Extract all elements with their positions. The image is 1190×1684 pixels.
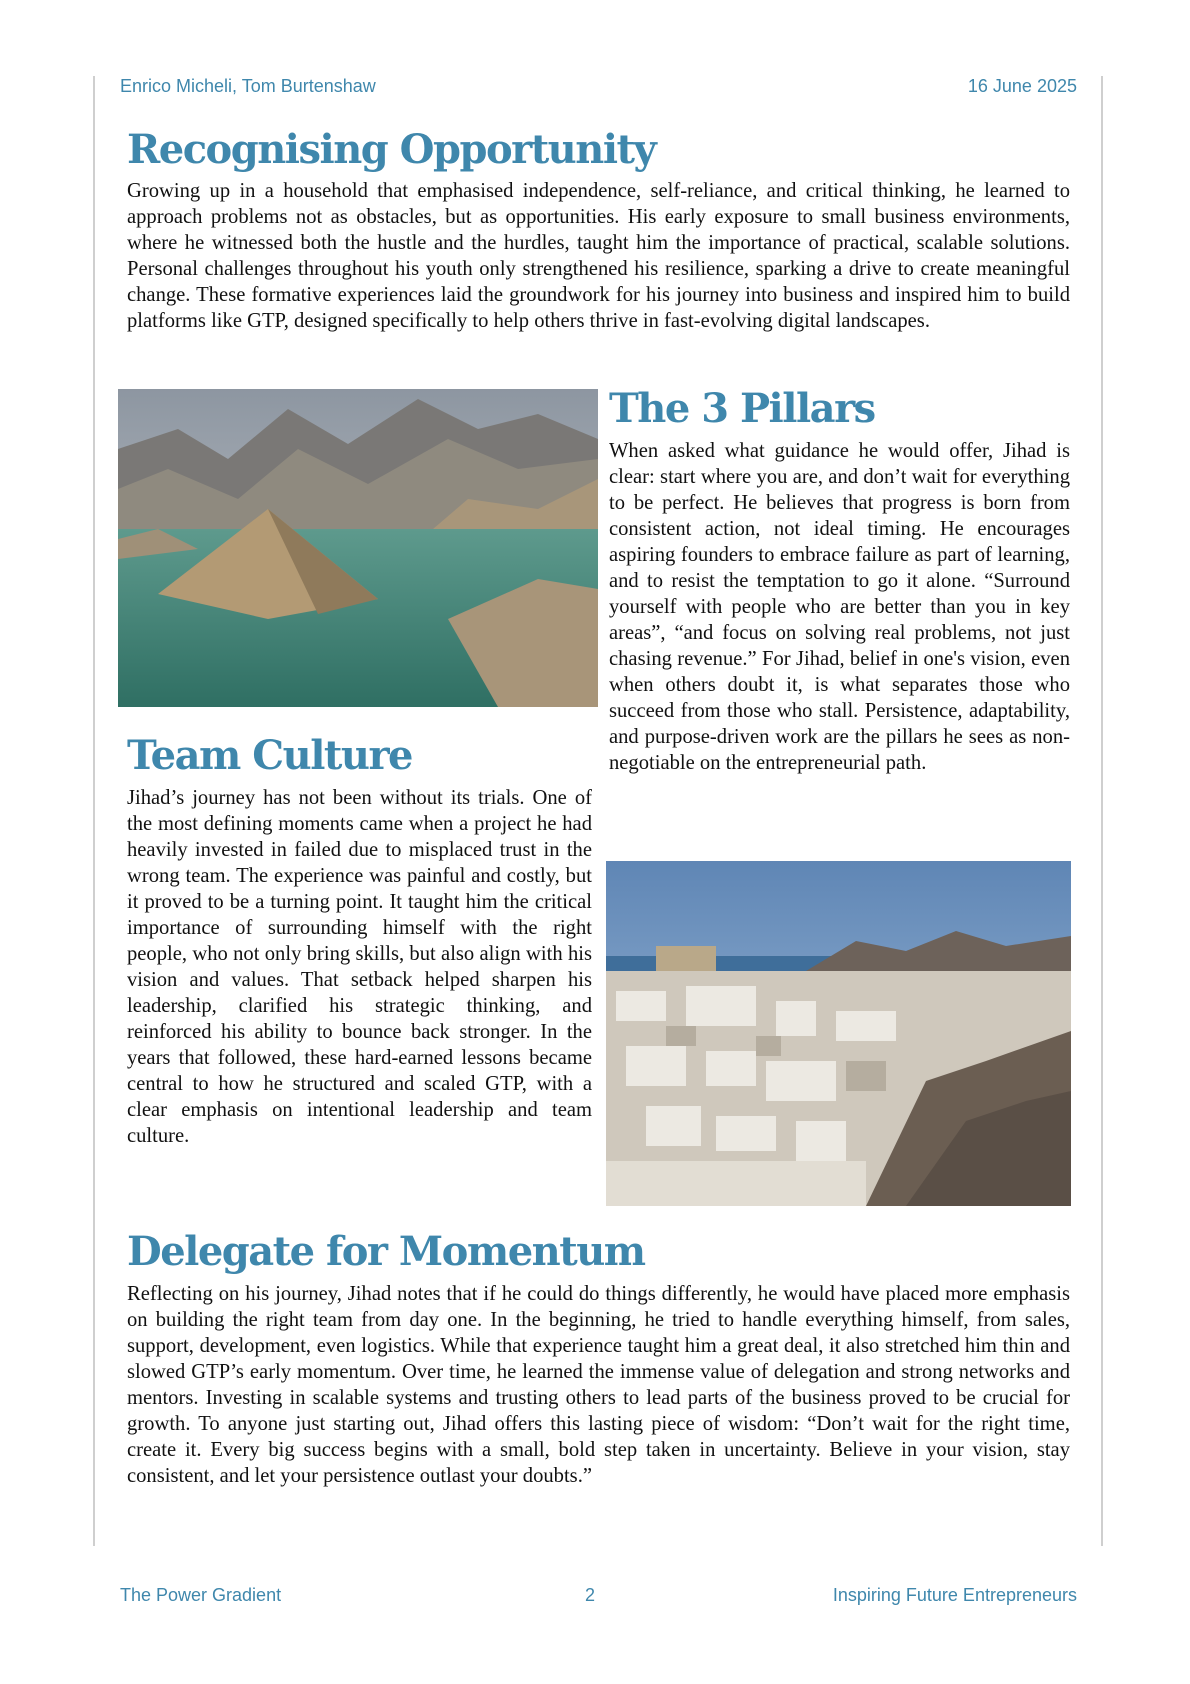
header-authors: Enrico Micheli, Tom Burtenshaw [120, 76, 376, 96]
section-title-delegate: Delegate for Momentum [127, 1228, 645, 1275]
section-title-opportunity: Recognising Opportunity [127, 126, 656, 173]
city-photo [606, 861, 1071, 1206]
section-text-delegate: Reflecting on his journey, Jihad notes that if he could do things differently, he would have placed more emphasis on building the right team from day one. In the beginning, he tried to handle everything himself, from sales, support, development, even logistics. While that experience taught him a great deal, it also stretched him thin and slowed GTP’s early momentum. Over time, he learned the immense value of delegation and strong networks and mentors. Investing in scalable systems and trusting others to lead parts of the business proved to be crucial for growth. To anyone just starting out, Jihad offers this lasting piece of wisdom: “Don’t wait for the right time, create it. Every big success begins with a small, bold step taken in uncertainty. Believe in your vision, stay consistent, and let your persistence outlast your doubts.” [127, 1283, 1070, 1487]
section-title-team: Team Culture [127, 732, 412, 779]
footer-page-number: 2 [585, 1585, 596, 1605]
footer-tagline: Inspiring Future Entrepreneurs [832, 1585, 1077, 1605]
footer-publication: The Power Gradient [120, 1585, 282, 1605]
left-margin-rule [93, 76, 95, 1546]
section-title-pillars: The 3 Pillars [609, 385, 875, 432]
header-date: 16 June 2025 [967, 76, 1077, 96]
section-text-opportunity: Growing up in a household that emphasised independence, self-reliance, and critical thinking, he learned to approach problems not as obstacles, but as opportunities. His early exposure to small business environments, where he witnessed both the hustle and the hurdles, taught him the importance of practical, scalable solutions. Personal challenges throughout his youth only strengthened his resilience, sparking a drive to create meaningful change. These formative experiences laid the groundwork for his journey into business and inspired him to build platforms like GTP, designed specifically to help others thrive in fast-evolving digital landscapes. [127, 180, 1070, 332]
mountain-lake-photo [118, 389, 598, 707]
section-text-team: Jihad’s journey has not been without its trials. One of the most defining moments came when a project he had heavily invested in failed due to misplaced trust in the wrong team. The experience was painful and costly, but it proved to be a turning point. It taught him the critical importance of surrounding himself with the right people, who not only bring skills, but also align with his vision and values. That setback helped sharpen his leadership, clarified his strategic thinking, and reinforced his ability to bounce back stronger. In the years that followed, these hard-earned lessons became central to how he structured and scaled GTP, with a clear emphasis on intentional leadership and team culture. [127, 787, 592, 1147]
section-text-pillars: When asked what guidance he would offer, Jihad is clear: start where you are, and don’t wait for everything to be perfect. He believes that progress is born from consistent action, not ideal timing. He encourages aspiring founders to embrace failure as part of learning, and to resist the temptation to go it alone. “Surround yourself with people who are better than you in key areas”, “and focus on solving real problems, not just chasing revenue.” For Jihad, belief in one's vision, even when others doubt it, is what separates those who succeed from those who stall. Persistence, adaptability, and purpose-driven work are the pillars he sees as non-negotiable on the entrepreneurial path. [609, 440, 1070, 774]
right-margin-rule [1101, 76, 1103, 1546]
